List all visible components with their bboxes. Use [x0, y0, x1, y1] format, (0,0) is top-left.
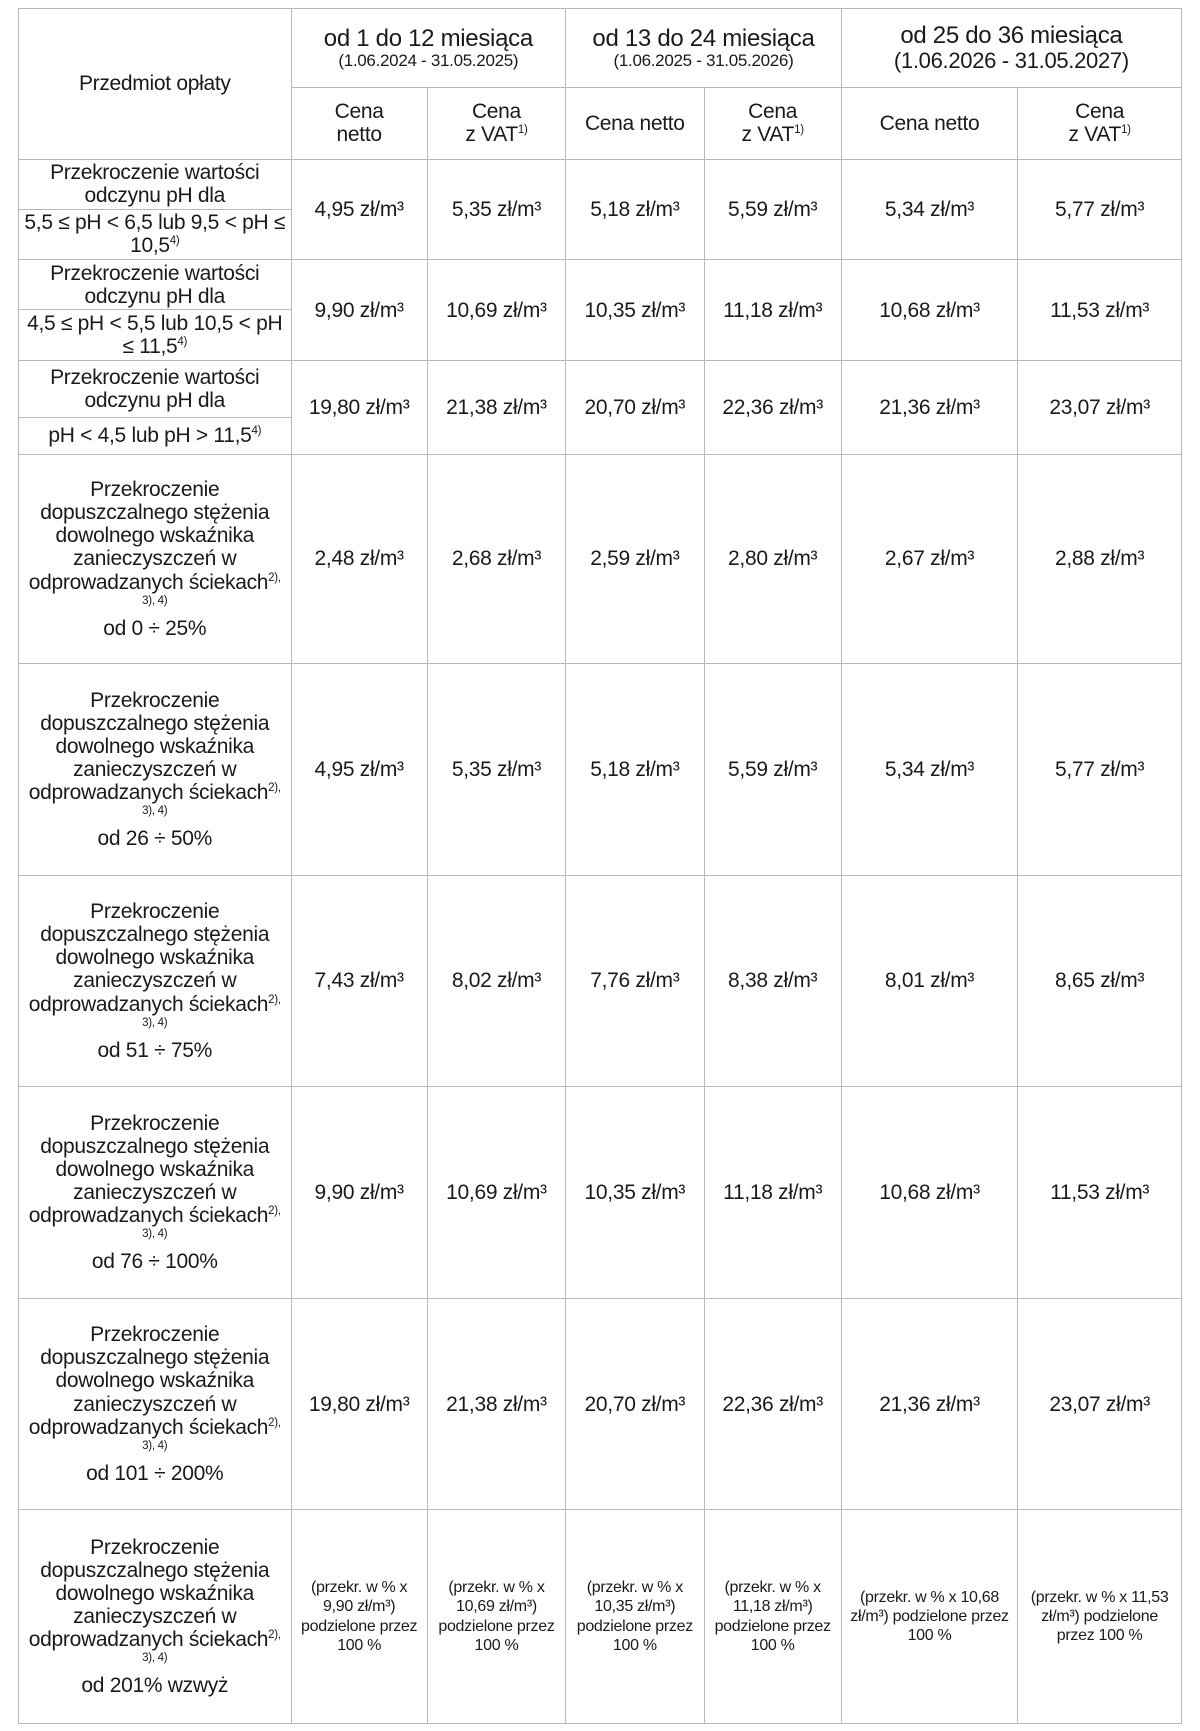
price-cell: 9,90 zł/m³	[291, 260, 427, 361]
table-row	[19, 1298, 1182, 1510]
period-3-label: od 25 do 36 miesiąca	[900, 21, 1123, 49]
vat-footnote: 1)	[794, 124, 804, 137]
net-price-header	[291, 88, 427, 159]
ph-range-text: pH < 4,5 lub pH > 11,5	[48, 424, 252, 448]
ph-condition-top: Przekroczenie wartości odczynu pH dla	[19, 159, 292, 209]
price-cell: 10,68 zł/m³	[841, 1087, 1017, 1299]
price-cell: 5,59 zł/m³	[704, 664, 841, 876]
price-cell: 11,18 zł/m³	[704, 260, 841, 361]
period-1-header	[291, 9, 566, 88]
vat-label-line2: z VAT	[1068, 123, 1122, 147]
price-cell: 8,01 zł/m³	[841, 875, 1017, 1087]
table-row	[19, 361, 1182, 418]
price-cell: 10,69 zł/m³	[427, 1087, 565, 1299]
price-cell: 5,18 zł/m³	[566, 664, 704, 876]
pollution-description	[19, 664, 292, 876]
price-cell: 20,70 zł/m³	[566, 1298, 704, 1510]
period-2-dates: (1.06.2025 - 31.05.2026)	[613, 51, 794, 70]
table-row	[19, 1510, 1182, 1724]
net-price-header: Cena netto	[566, 88, 704, 159]
price-cell: 22,36 zł/m³	[704, 1298, 841, 1510]
footnote-marker: 4)	[177, 336, 188, 349]
price-cell: 2,80 zł/m³	[704, 454, 841, 663]
vat-label-line1: Cena	[748, 100, 798, 124]
pollution-description	[19, 875, 292, 1087]
vat-price-header	[427, 88, 565, 159]
pollution-text: Przekroczenie dopuszczalnego stężenia dowolnego wskaźnika zanieczyszczeń w odprowadzanych ściekach	[28, 478, 270, 594]
ph-condition-top: Przekroczenie wartości odczynu pH dla	[19, 361, 292, 418]
price-cell: 4,95 zł/m³	[291, 664, 427, 876]
footnote-marker: 2), 3), 4)	[142, 782, 281, 818]
price-cell: 10,35 zł/m³	[566, 260, 704, 361]
ph-condition-range	[19, 310, 292, 361]
exceedance-range: od 76 ÷ 100%	[91, 1250, 218, 1274]
price-cell: 2,48 zł/m³	[291, 454, 427, 663]
price-cell: 5,34 zł/m³	[841, 159, 1017, 260]
vat-label-line1: Cena	[471, 100, 521, 124]
footnote-marker: 2), 3), 4)	[142, 571, 281, 607]
pollution-text: Przekroczenie dopuszczalnego stężenia dowolnego wskaźnika zanieczyszczeń w odprowadzanych ściekach	[28, 900, 270, 1016]
price-cell: 22,36 zł/m³	[704, 361, 841, 455]
ph-range-text: 5,5 ≤ pH < 6,5 lub 9,5 < pH ≤ 10,5	[24, 211, 286, 258]
footnote-marker: 2), 3), 4)	[142, 1629, 281, 1665]
formula-cell: (przekr. w % x 10,68 zł/m³) podzielone przez 100 %	[841, 1510, 1017, 1724]
price-cell: 23,07 zł/m³	[1018, 361, 1182, 455]
price-cell: 5,77 zł/m³	[1018, 159, 1182, 260]
table-row	[19, 260, 1182, 310]
price-cell: 9,90 zł/m³	[291, 1087, 427, 1299]
price-cell: 19,80 zł/m³	[291, 361, 427, 455]
period-2-header	[566, 9, 842, 88]
ph-condition-top: Przekroczenie wartości odczynu pH dla	[19, 260, 292, 310]
pollution-description	[19, 1510, 292, 1724]
vat-price-header	[704, 88, 841, 159]
footnote-marker: 4)	[251, 425, 262, 438]
price-cell: 20,70 zł/m³	[566, 361, 704, 455]
ph-condition-range	[19, 209, 292, 260]
price-cell: 10,68 zł/m³	[841, 260, 1017, 361]
price-cell: 10,35 zł/m³	[566, 1087, 704, 1299]
table-row	[19, 1087, 1182, 1299]
pollution-description	[19, 1298, 292, 1510]
period-1-dates: (1.06.2024 - 31.05.2025)	[338, 51, 519, 70]
price-cell: 11,53 zł/m³	[1018, 260, 1182, 361]
price-cell: 11,53 zł/m³	[1018, 1087, 1182, 1299]
pollution-text: Przekroczenie dopuszczalnego stężenia dowolnego wskaźnika zanieczyszczeń w odprowadzanych ściekach	[28, 1535, 270, 1652]
fee-table	[18, 8, 1182, 1724]
subject-header: Przedmiot opłaty	[19, 9, 292, 160]
exceedance-range: od 101 ÷ 200%	[86, 1461, 224, 1485]
price-cell: 5,35 zł/m³	[427, 159, 565, 260]
footnote-marker: 2), 3), 4)	[142, 1416, 281, 1452]
price-cell: 2,67 zł/m³	[841, 454, 1017, 663]
price-cell: 23,07 zł/m³	[1018, 1298, 1182, 1510]
price-cell: 2,88 zł/m³	[1018, 454, 1182, 663]
exceedance-range: od 26 ÷ 50%	[97, 827, 212, 851]
price-cell: 4,95 zł/m³	[291, 159, 427, 260]
period-1-label: od 1 do 12 miesiąca	[323, 24, 533, 52]
pollution-text: Przekroczenie dopuszczalnego stężenia dowolnego wskaźnika zanieczyszczeń w odprowadzanych ściekach	[28, 1323, 270, 1439]
table-row	[19, 454, 1182, 663]
vat-label-line1: Cena	[1075, 100, 1125, 124]
ph-range-text: 4,5 ≤ pH < 5,5 lub 10,5 < pH ≤ 11,5	[27, 312, 283, 359]
exceedance-range: od 51 ÷ 75%	[97, 1038, 212, 1062]
price-cell: 21,38 zł/m³	[427, 361, 565, 455]
period-2-label: od 13 do 24 miesiąca	[592, 24, 815, 52]
net-price-header: Cena netto	[841, 88, 1017, 159]
header-row-periods	[19, 9, 1182, 88]
formula-cell: (przekr. w % x 9,90 zł/m³) podzielone przez 100 %	[291, 1510, 427, 1724]
table-row	[19, 159, 1182, 209]
net-label-line2: netto	[336, 123, 382, 147]
price-cell: 5,18 zł/m³	[566, 159, 704, 260]
price-cell: 7,76 zł/m³	[566, 875, 704, 1087]
footnote-marker: 2), 3), 4)	[142, 1205, 281, 1241]
vat-price-header	[1018, 88, 1182, 159]
table-row	[19, 664, 1182, 876]
vat-label-line2: z VAT	[465, 123, 518, 147]
price-cell: 5,77 zł/m³	[1018, 664, 1182, 876]
price-cell: 21,36 zł/m³	[841, 1298, 1017, 1510]
exceedance-range: od 201% wzwyż	[81, 1674, 229, 1698]
period-3-dates: (1.06.2026 - 31.05.2027)	[893, 48, 1129, 74]
price-cell: 21,36 zł/m³	[841, 361, 1017, 455]
period-3-header	[841, 9, 1181, 88]
price-cell: 2,68 zł/m³	[427, 454, 565, 663]
price-cell: 21,38 zł/m³	[427, 1298, 565, 1510]
price-cell: 5,59 zł/m³	[704, 159, 841, 260]
formula-cell: (przekr. w % x 11,53 zł/m³) podzielone przez 100 %	[1018, 1510, 1182, 1724]
vat-label-line2: z VAT	[741, 123, 795, 147]
price-cell: 10,69 zł/m³	[427, 260, 565, 361]
footnote-marker: 2), 3), 4)	[142, 993, 281, 1029]
vat-footnote: 1)	[517, 124, 528, 137]
pollution-text: Przekroczenie dopuszczalnego stężenia dowolnego wskaźnika zanieczyszczeń w odprowadzanych ściekach	[28, 688, 270, 805]
pollution-description	[19, 1087, 292, 1299]
price-cell: 19,80 zł/m³	[291, 1298, 427, 1510]
price-cell: 5,34 zł/m³	[841, 664, 1017, 876]
formula-cell: (przekr. w % x 11,18 zł/m³) podzielone przez 100 %	[704, 1510, 841, 1724]
formula-cell: (przekr. w % x 10,35 zł/m³) podzielone przez 100 %	[566, 1510, 704, 1724]
price-cell: 7,43 zł/m³	[291, 875, 427, 1087]
table-row	[19, 875, 1182, 1087]
net-label-line1: Cena	[334, 100, 384, 124]
footnote-marker: 4)	[169, 235, 180, 248]
price-cell: 8,38 zł/m³	[704, 875, 841, 1087]
price-cell: 5,35 zł/m³	[427, 664, 565, 876]
pollution-description	[19, 454, 292, 663]
exceedance-range: od 0 ÷ 25%	[103, 616, 207, 640]
price-cell: 8,65 zł/m³	[1018, 875, 1182, 1087]
formula-cell: (przekr. w % x 10,69 zł/m³) podzielone przez 100 %	[427, 1510, 565, 1724]
price-cell: 8,02 zł/m³	[427, 875, 565, 1087]
vat-footnote: 1)	[1121, 124, 1131, 137]
price-cell: 2,59 zł/m³	[566, 454, 704, 663]
ph-condition-range	[19, 418, 292, 455]
pollution-text: Przekroczenie dopuszczalnego stężenia dowolnego wskaźnika zanieczyszczeń w odprowadzanych ściekach	[28, 1111, 270, 1228]
price-cell: 11,18 zł/m³	[704, 1087, 841, 1299]
